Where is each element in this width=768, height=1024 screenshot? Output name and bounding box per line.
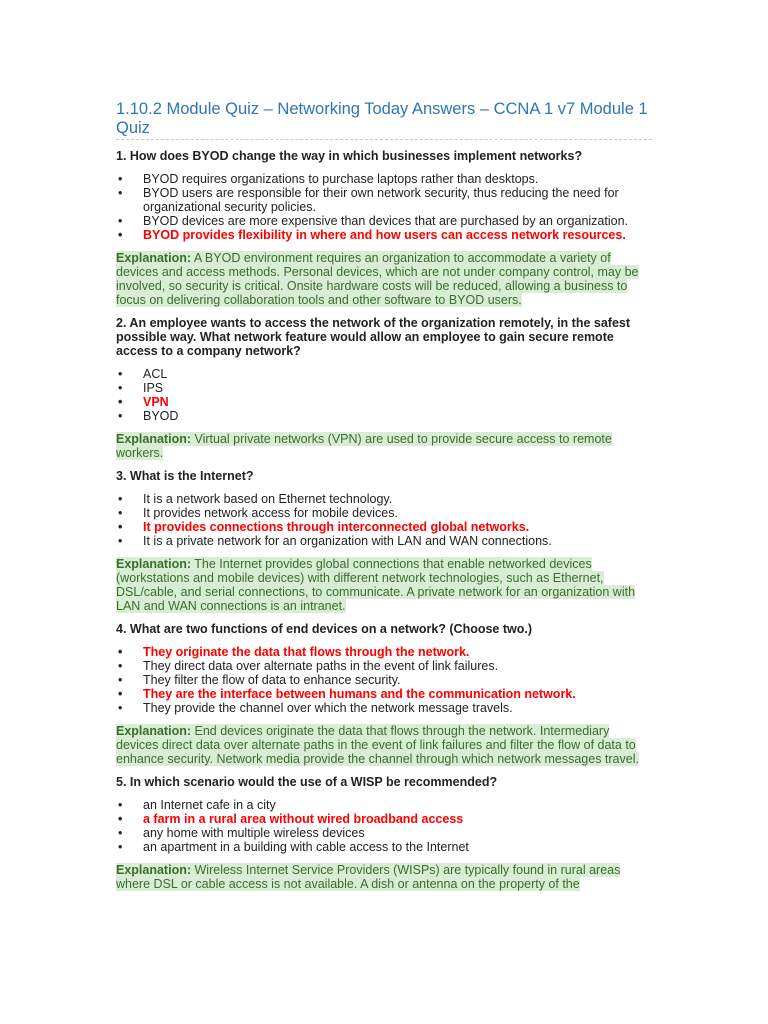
explanation-highlight: [116, 251, 639, 307]
answer-option: • BYOD devices are more expensive than devices that are purchased by an organization.: [116, 214, 652, 228]
answer-options: [116, 645, 652, 715]
answer-option: • BYOD requires organizations to purchase laptops rather than desktops.: [116, 172, 652, 186]
answer-option: • IPS: [116, 381, 652, 395]
correct-answer-option: • VPN: [116, 395, 652, 409]
answer-option: • It is a network based on Ethernet technology.: [116, 492, 652, 506]
explanation-text: The Internet provides global connections that enable networked devices (workstations and mobile devices) with different network technologies, such as Ethernet, DSL/cable, and serial connections, to communicate. A private network for an organization with LAN and WAN connections is an intranet.: [116, 557, 636, 613]
question-list: [116, 149, 652, 891]
document-page: [116, 100, 652, 900]
explanation-highlight: [116, 432, 612, 460]
explanation: [116, 724, 652, 766]
answer-option: • They provide the channel over which the network message travels.: [116, 701, 652, 715]
correct-answer-option: • It provides connections through interconnected global networks.: [116, 520, 652, 534]
explanation-text: A BYOD environment requires an organization to accommodate a variety of devices and access methods. Personal devices, which are not under company control, may be involved, so security is critical. Onsite hardware costs will be reduced, allowing a business to focus on delivering collaboration tools and other software to BYOD users.: [116, 251, 639, 307]
explanation-label: Explanation:: [116, 432, 192, 446]
answer-option: • BYOD users are responsible for their own network security, thus reducing the need for organizational security policies.: [116, 186, 652, 214]
page-title: 1.10.2 Module Quiz – Networking Today Answers – CCNA 1 v7 Module 1 Quiz: [116, 100, 648, 137]
question-text: 4. What are two functions of end devices on a network? (Choose two.): [116, 622, 533, 636]
answer-option: • It provides network access for mobile devices.: [116, 506, 652, 520]
answer-option: • They filter the flow of data to enhance security.: [116, 673, 652, 687]
answer-option: • an Internet cafe in a city: [116, 798, 652, 812]
correct-answer-option: • a farm in a rural area without wired broadband access: [116, 812, 652, 826]
explanation-highlight: [116, 863, 620, 891]
question-text: 3. What is the Internet?: [116, 469, 254, 483]
answer-option: • an apartment in a building with cable access to the Internet: [116, 840, 652, 854]
question-block: [116, 469, 652, 613]
answer-option: • It is a private network for an organization with LAN and WAN connections.: [116, 534, 652, 548]
explanation-label: Explanation:: [116, 251, 192, 265]
explanation: [116, 251, 652, 307]
correct-answer-option: • They are the interface between humans and the communication network.: [116, 687, 652, 701]
question-block: [116, 775, 652, 891]
question-text: 2. An employee wants to access the network of the organization remotely, in the safest possible way. What network feature would allow an employee to gain secure remote access to a company network?: [116, 316, 631, 358]
explanation: [116, 432, 652, 460]
title-divider: [116, 139, 652, 140]
explanation-highlight: [116, 557, 635, 613]
answer-options: [116, 172, 652, 242]
answer-options: [116, 367, 652, 423]
answer-option: • any home with multiple wireless devices: [116, 826, 652, 840]
correct-answer-option: • They originate the data that flows through the network.: [116, 645, 652, 659]
explanation-text: End devices originate the data that flows through the network. Intermediary devices direct data over alternate paths in the event of link failures and filter the flow of data to enhance security. Network media provide the channel through which network messages travel.: [116, 724, 639, 766]
answer-option: • ACL: [116, 367, 652, 381]
explanation-label: Explanation:: [116, 557, 192, 571]
explanation: [116, 557, 652, 613]
explanation-text: Virtual private networks (VPN) are used to provide secure access to remote workers.: [116, 432, 612, 460]
answer-options: [116, 492, 652, 548]
explanation: [116, 863, 652, 891]
question-text: 1. How does BYOD change the way in which businesses implement networks?: [116, 149, 583, 163]
answer-option: • They direct data over alternate paths in the event of link failures.: [116, 659, 652, 673]
correct-answer-option: • BYOD provides flexibility in where and how users can access network resources.: [116, 228, 652, 242]
question-block: [116, 316, 652, 460]
answer-option: • BYOD: [116, 409, 652, 423]
explanation-label: Explanation:: [116, 863, 192, 877]
explanation-highlight: [116, 724, 639, 766]
explanation-text: Wireless Internet Service Providers (WISPs) are typically found in rural areas where DSL or cable access is not available. A dish or antenna on the property of the: [116, 863, 621, 891]
question-block: [116, 149, 652, 307]
question-block: [116, 622, 652, 766]
question-text: 5. In which scenario would the use of a WISP be recommended?: [116, 775, 498, 789]
answer-options: [116, 798, 652, 854]
explanation-label: Explanation:: [116, 724, 192, 738]
